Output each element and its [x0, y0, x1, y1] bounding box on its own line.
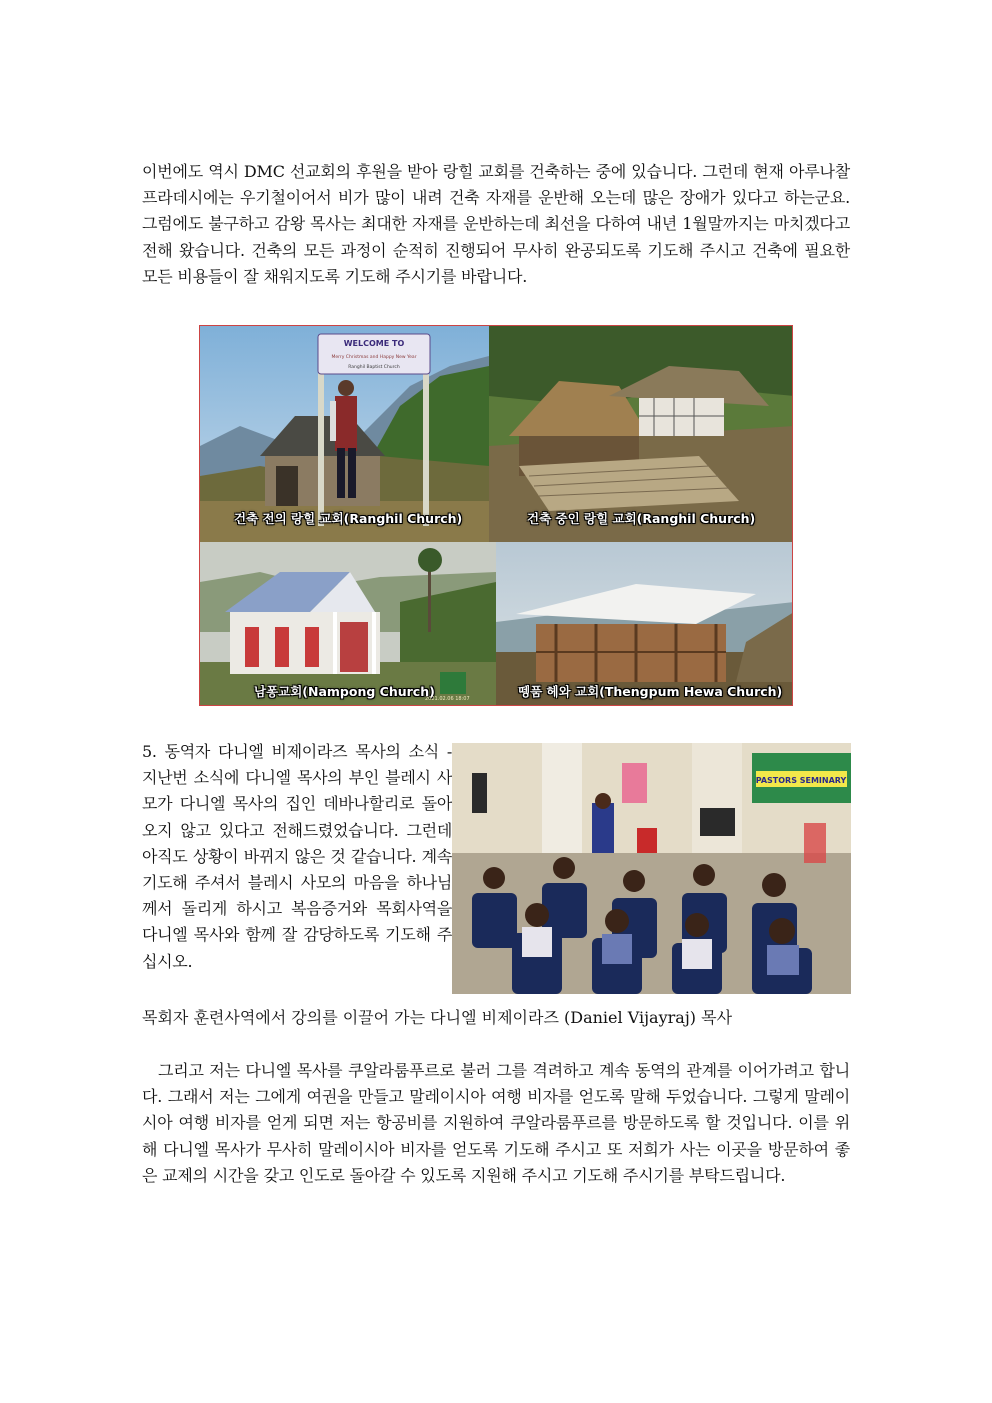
photo-ranghil-before — [200, 326, 489, 542]
welcome-banner-text: WELCOME TO — [343, 339, 405, 348]
photo-ranghil-under-construction — [489, 326, 793, 542]
welcome-banner-subtext: Merry Christmas and Happy New Year — [331, 355, 417, 360]
caption-ranghil-before: 건축 전의 랑힐 교회(Ranghil Church) — [234, 511, 463, 526]
caption-daniel-vijayraj-seminary: 목회자 훈련사역에서 강의를 이끌어 가는 다니엘 비제이라즈 (Daniel Vijayraj) 목사 — [142, 1008, 733, 1027]
photo-thengpum-hewa-church — [496, 542, 793, 706]
seminary-banner-text: PASTORS SEMINARY — [755, 776, 847, 785]
caption-thengpum-hewa-church: 뗑품 헤와 교회(Thengpum Hewa Church) — [518, 684, 783, 699]
paragraph-ranghil-church-construction: 이번에도 역시 DMC 선교회의 후원을 받아 랑힐 교회를 건축하는 중에 있습니다. 그런데 현재 아루나찰 프라데시에는 우기철이어서 비가 많이 내려 건축 자재를 운반해 오는데 많은 장애가 있다고 하는군요. 그럼에도 불구하고 감왕 목사는 최대한 자재를 운반하는데 최선을 다하여 내년 1월말까지는 마치겠다고 전해 왔습니다. 건축의 모든 과정이 순적히 진행되어 무사히 완공되도록 기도해 주시고 건축에 필요한 모든 비용들이 잘 채워지도록 기도해 주시기를 바랍니다. — [142, 162, 850, 286]
caption-ranghil-under-construction: 건축 중인 랑힐 교회(Ranghil Church) — [527, 511, 756, 526]
paragraph-daniel-malaysia-visit — [142, 1058, 850, 1189]
paragraph-daniel-malaysia-visit-text: 그리고 저는 다니엘 목사를 쿠알라룸푸르로 불러 그를 격려하고 계속 동역의 관계를 이어가려고 합니다. 그래서 저는 그에게 여권을 만들고 말레이시아 여행 비자를 얻도록 말해 두었습니다. 그렇게 말레이시아 여행 비자를 얻게 되면 저는 항공비를 지원하여 쿠알라룸푸르를 방문하도록 할 것입니다. 이를 위해 다니엘 목사가 무사히 말레이시아 비자를 얻도록 기도해 주시고 또 저희가 사는 이곳을 방문하여 좋은 교제의 시간을 갖고 인도로 돌아갈 수 있도록 지원해 주시고 기도해 주시기를 부탁드립니다. — [142, 1061, 850, 1185]
photo-nampong-church — [200, 542, 496, 706]
church-photo-collage — [199, 325, 793, 706]
welcome-banner-church: Ranghil Baptist Church — [348, 365, 400, 370]
section-5-daniel-vijayraj-news: 5. 동역자 다니엘 비제이라즈 목사의 소식 - 지난번 소식에 다니엘 목사의 부인 블레시 사모가 다니엘 목사의 집인 데바나할리로 돌아오지 않고 있다고 전해드렸었습니다. 그런데 아직도 상황이 바뀌지 않은 것 같습니다. 계속 기도해 주셔서 블레시 사모의 마음을 하나님께서 돌리게 하시고 복음증거와 목회사역을 다니엘 목사와 함께 잘 감당하도록 기도해 주십시오. — [142, 742, 452, 971]
photo-date-stamp: 2021.02.06 18:07 — [425, 696, 470, 702]
caption-nampong-church: 남퐁교회(Nampong Church) — [254, 684, 435, 699]
photo-pastors-seminary — [452, 743, 851, 994]
